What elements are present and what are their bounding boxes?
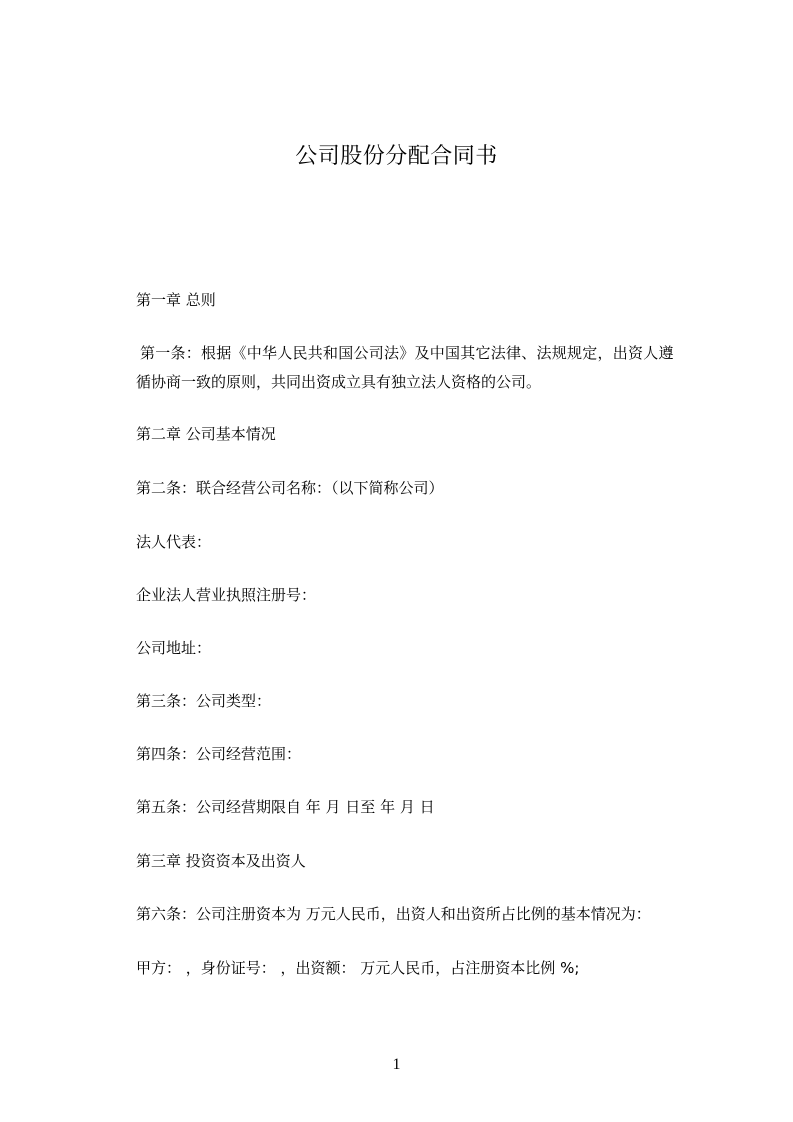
article-1-paragraph (136, 339, 716, 397)
party-a-contribution: 甲方： ，身份证号： ，出资额： 万元人民币，占注册资本比例 %; (136, 959, 580, 977)
article-5-operating-period: 第五条：公司经营期限自 年 月 日至 年 月 日 (136, 798, 435, 816)
company-address-field: 公司地址： (136, 639, 212, 657)
chapter-3-heading: 第三章 投资资本及出资人 (136, 852, 306, 870)
article-1-line-2: 循协商一致的原则，共同出资成立具有独立法人资格的公司。 (136, 373, 542, 391)
article-1-line-1: 第一条：根据《中华人民共和国公司法》及中国其它法律、法规规定，出资人遵 (140, 344, 674, 362)
article-6-registered-capital: 第六条：公司注册资本为 万元人民币，出资人和出资所占比例的基本情况为： (136, 905, 651, 923)
article-4-business-scope: 第四条：公司经营范围： (136, 745, 302, 763)
article-3-company-type: 第三条：公司类型： (136, 692, 272, 710)
chapter-2-heading: 第二章 公司基本情况 (136, 425, 276, 443)
business-license-number-field: 企业法人营业执照注册号： (136, 586, 317, 604)
article-2-company-name: 第二条：联合经营公司名称：（以下简称公司） (136, 479, 444, 497)
page-number: 1 (392, 1056, 401, 1073)
legal-representative-field: 法人代表： (136, 533, 212, 551)
chapter-1-heading: 第一章 总则 (136, 291, 216, 309)
document-title: 公司股份分配合同书 (295, 144, 498, 169)
